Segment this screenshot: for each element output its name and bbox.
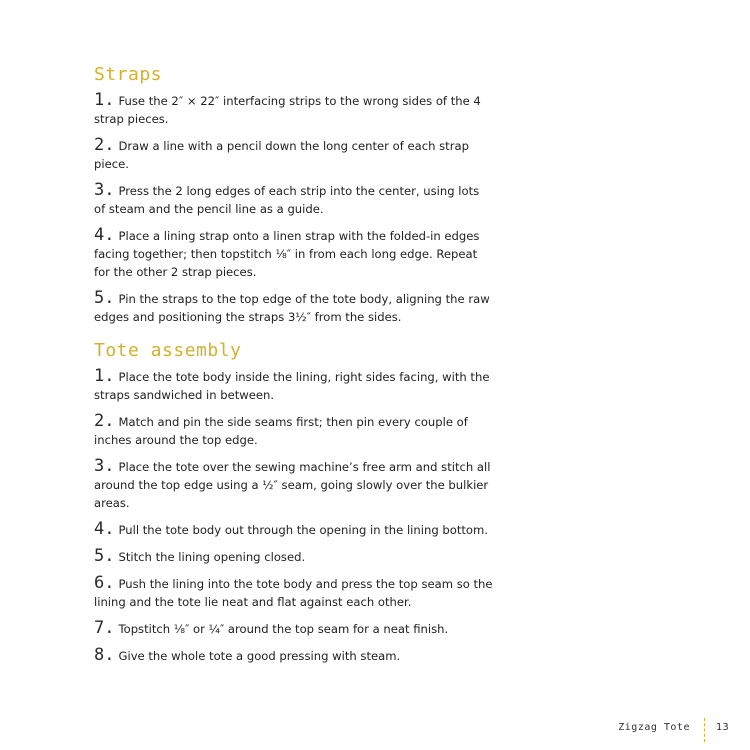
step [94,367,494,404]
tote-assembly-steps [94,367,494,665]
step-text: Push the lining into the tote body and press the top seam so the lining and the tote lie neat and flat against each other. [94,577,493,609]
step [94,547,494,566]
step-number: 1. [94,366,115,386]
step [94,289,494,326]
step-number: 3. [94,180,115,200]
step-text: Press the 2 long edges of each strip into the center, using lots of steam and the pencil line as a guide. [94,184,480,216]
step-number: 4. [94,225,115,245]
step-number: 5. [94,288,115,308]
step-text: Draw a line with a pencil down the long center of each strap piece. [94,139,469,171]
step-number: 8. [94,645,115,665]
step [94,646,494,665]
step-text: Place the tote over the sewing machine’s free arm and stitch all around the top edge using a ½″ seam, going slowly over the bulkier areas. [94,460,491,510]
step [94,457,494,512]
step [94,181,494,218]
section-title-tote-assembly: Tote assembly [94,340,242,361]
step [94,619,494,638]
step-text: Place the tote body inside the lining, right sides facing, with the straps sandwiched in between. [94,370,490,402]
step-text: Stitch the lining opening closed. [118,550,306,564]
step [94,226,494,281]
footer-title: Zigzag Tote [618,722,690,733]
step-number: 7. [94,618,115,638]
step-text: Topstitch ⅛″ or ¼″ around the top seam for a neat finish. [118,622,449,636]
page-number: 13 [716,722,729,733]
step-number: 1. [94,90,115,110]
step-text: Pin the straps to the top edge of the tote body, aligning the raw edges and positioning the straps 3½″ from the sides. [94,292,490,324]
step [94,574,494,611]
step [94,412,494,449]
step-number: 2. [94,411,115,431]
step-text: Match and pin the side seams first; then pin every couple of inches around the top edge. [94,415,468,447]
step-number: 3. [94,456,115,476]
step-text: Fuse the 2″ × 22″ interfacing strips to the wrong sides of the 4 strap pieces. [94,94,481,126]
step-number: 6. [94,573,115,593]
step-number: 5. [94,546,115,566]
step [94,520,494,539]
step-text: Give the whole tote a good pressing with steam. [118,649,401,663]
step [94,136,494,173]
step [94,91,494,128]
section-title-straps: Straps [94,64,163,85]
footer-divider [704,718,705,742]
step-number: 4. [94,519,115,539]
page-footer [0,720,750,740]
step-text: Place a lining strap onto a linen strap with the folded-in edges facing together; then topstitch ⅛″ in from each long edge. Repeat for the other 2 strap pieces. [94,229,480,279]
straps-steps [94,91,494,326]
step-text: Pull the tote body out through the opening in the lining bottom. [118,523,488,537]
step-number: 2. [94,135,115,155]
content [94,64,494,673]
